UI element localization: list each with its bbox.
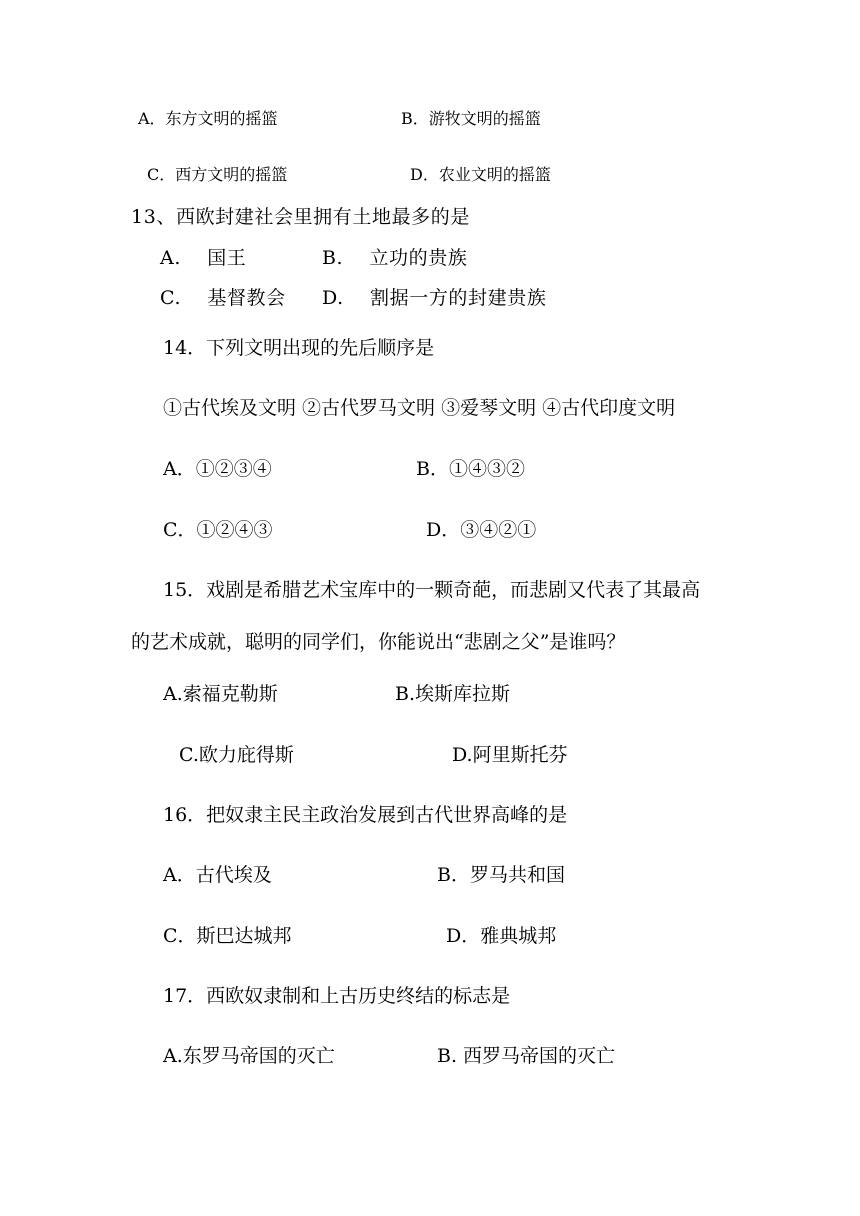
q14-stem: 14．下列文明出现的先后顺序是 <box>163 337 435 359</box>
q14-option-a: A．①②③④ <box>163 458 272 480</box>
q13-option-c: C. 基督教会 <box>160 287 286 309</box>
q16-option-c: C．斯巴达城邦 <box>163 925 292 947</box>
q12-option-a: A．东方文明的摇篮 <box>138 109 278 128</box>
q17-option-b: B. 西罗马帝国的灭亡 <box>437 1045 616 1067</box>
q12-option-d: D．农业文明的摇篮 <box>410 165 551 184</box>
q17-option-a: A.东罗马帝国的灭亡 <box>163 1045 335 1067</box>
q14-option-c: C．①②④③ <box>163 519 273 541</box>
q12-option-b: B．游牧文明的摇篮 <box>401 109 541 128</box>
q16-option-b: B．罗马共和国 <box>437 864 565 886</box>
q16-option-a: A．古代埃及 <box>163 864 272 886</box>
q15-stem-line2: 的艺术成就，聪明的同学们，你能说出“悲剧之父”是谁吗？ <box>131 631 626 653</box>
q16-stem: 16．把奴隶主民主政治发展到古代世界高峰的是 <box>163 804 568 826</box>
q14-items: ①古代埃及文明 ②古代罗马文明 ③爱琴文明 ④古代印度文明 <box>163 397 676 419</box>
q16-option-d: D．雅典城邦 <box>446 925 557 947</box>
q15-option-a: A.索福克勒斯 <box>163 683 278 705</box>
q17-stem: 17．西欧奴隶制和上古历史终结的标志是 <box>163 985 511 1007</box>
q12-option-c: C．西方文明的摇篮 <box>147 165 288 184</box>
q13-option-d: D. 割据一方的封建贵族 <box>322 287 547 309</box>
q15-stem-line1: 15．戏剧是希腊艺术宝库中的一颗奇葩，而悲剧又代表了其最高 <box>163 579 701 601</box>
q15-option-d: D.阿里斯托芬 <box>452 744 568 766</box>
q13-stem: 13、西欧封建社会里拥有土地最多的是 <box>131 206 470 228</box>
q14-option-d: D．③④②① <box>426 519 537 541</box>
q14-option-b: B．①④③② <box>416 458 525 480</box>
q13-option-b: B. 立功的贵族 <box>322 247 468 269</box>
q13-option-a: A. 国王 <box>160 247 247 269</box>
q15-option-c: C.欧力庇得斯 <box>179 744 294 766</box>
q15-option-b: B.埃斯库拉斯 <box>395 683 511 705</box>
